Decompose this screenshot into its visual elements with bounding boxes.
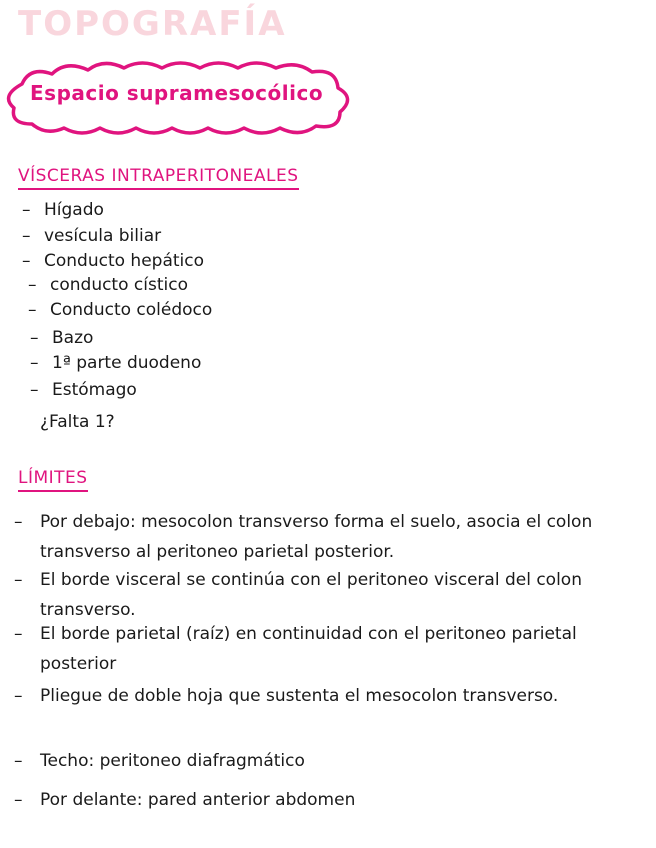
list-item: – 1ª parte duodeno	[30, 353, 202, 373]
list-item: – El borde parietal (raíz) en continuidad con el peritoneo parietal posterior	[14, 624, 577, 674]
section-banner	[0, 58, 356, 138]
list-item: – Por debajo: mesocolon transverso forma el suelo, asocia el colon transverso al peritoneo parietal posterior.	[14, 512, 593, 562]
list-item: – Conducto hepático	[22, 251, 205, 271]
list-item: – vesícula biliar	[22, 226, 162, 246]
list-item: – Pliegue de doble hoja que sustenta el mesocolon transverso.	[14, 686, 559, 706]
list-item: – Por delante: pared anterior abdomen	[14, 790, 356, 810]
list-item: – El borde visceral se continúa con el peritoneo visceral del colon transverso.	[14, 570, 582, 620]
list-item: – Estómago	[30, 380, 137, 400]
heading-limites: LÍMITES	[18, 468, 88, 492]
page-title: TOPOGRAFÍA	[18, 4, 287, 44]
heading-visceras: VÍSCERAS INTRAPERITONEALES	[18, 166, 299, 190]
banner-title: Espacio supramesocólico	[30, 81, 324, 105]
list-item: – Techo: peritoneo diafragmático	[14, 751, 305, 771]
list-item: – Conducto colédoco	[28, 300, 213, 320]
note-question: ¿Falta 1?	[40, 412, 115, 432]
list-item: – conducto cístico	[28, 275, 188, 295]
list-item: – Hígado	[22, 200, 104, 220]
list-item: – Bazo	[30, 328, 94, 348]
